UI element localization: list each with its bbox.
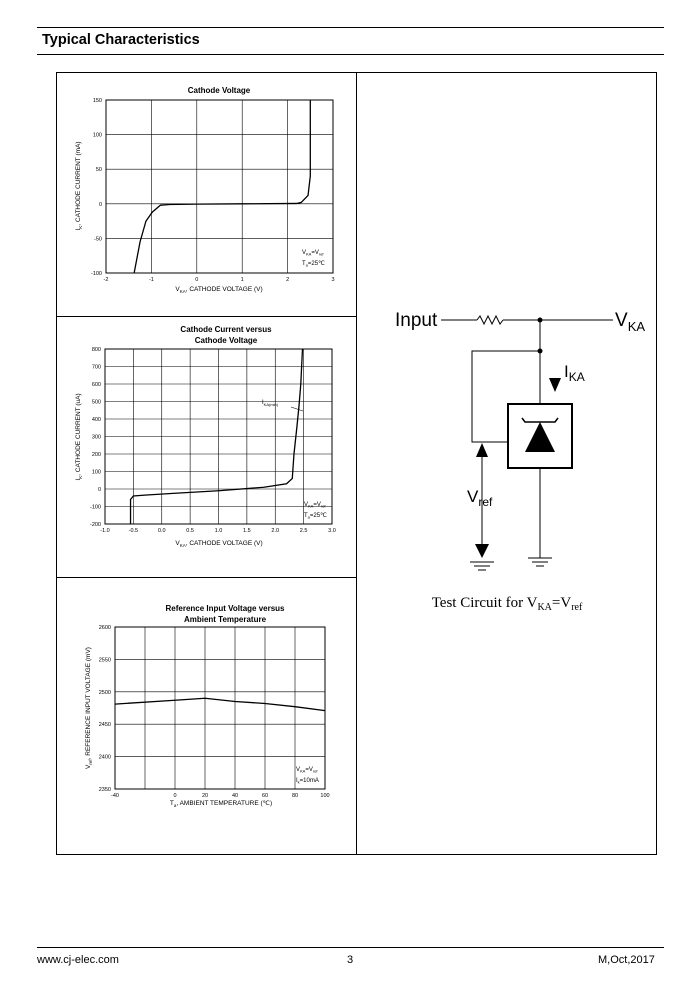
header-bottom-rule [37, 54, 664, 55]
ika-arrow-icon [549, 378, 561, 392]
y-tick-label: 100 [91, 469, 101, 476]
chart-title: Cathode Voltage [187, 86, 251, 95]
resistor-symbol [477, 316, 503, 324]
x-tick-label: 2.0 [271, 528, 280, 534]
x-tick-label: 2.5 [299, 528, 308, 534]
x-tick-label: 0 [195, 277, 199, 283]
y-axis-label: $I_K$, CATHODE CURRENT (uA) [75, 393, 83, 481]
y-tick-label: 200 [91, 452, 101, 458]
test-circuit-diagram [357, 72, 656, 632]
footer-website: www.cj-elec.com [37, 954, 119, 966]
y-tick-label: 400 [91, 417, 101, 423]
y-tick-label: 700 [91, 364, 101, 371]
input-label: Input [395, 310, 438, 331]
y-tick-label: 300 [91, 434, 101, 441]
footer-page-number: 3 [347, 954, 354, 966]
series-line [134, 100, 310, 273]
annotation-line-2: $T_a=25℃$ [304, 513, 327, 520]
x-tick-label: -0.5 [128, 528, 139, 534]
vref-arrow-up-icon [476, 443, 488, 457]
vref-arrow-down-icon [475, 544, 489, 558]
footer-date: M,Oct,2017 [598, 954, 655, 966]
series-line [115, 698, 325, 710]
x-tick-label: 1.5 [243, 528, 251, 534]
circuit-caption: Test Circuit for $V_{KA}=V_{ref}$ [431, 595, 583, 613]
y-tick-label: 150 [92, 98, 102, 104]
chart-cathode-voltage [56, 73, 356, 316]
ground-left-icon [470, 562, 494, 570]
x-tick-label: 0.5 [186, 528, 194, 534]
x-tick-label: 100 [320, 793, 330, 799]
header-top-rule [37, 27, 664, 28]
x-tick-label: -2 [103, 277, 109, 283]
x-tick-label: 3.0 [328, 528, 336, 534]
y-tick-label: 100 [92, 132, 102, 139]
y-tick-label: 50 [95, 167, 102, 174]
vref-label: $V_{ref}$ [467, 487, 493, 509]
x-tick-label: 60 [261, 793, 269, 799]
annotation-line-1: $V_{KA}=V_{ref}$ [302, 250, 324, 257]
footer-rule [37, 947, 664, 948]
chart-annotation [302, 250, 325, 268]
chart-annotation [304, 502, 327, 520]
x-axis-label: $T_a$, AMBIENT TEMPERATURE (℃) [169, 800, 273, 808]
annotation-line-2: $T_a=25℃$ [302, 261, 325, 268]
plot-area-border [115, 627, 325, 789]
chart-cathode-current-vs-voltage [56, 317, 356, 577]
y-tick-label: -50 [94, 236, 102, 243]
y-tick-label: 2600 [98, 625, 111, 631]
y-tick-label: 2400 [98, 754, 111, 761]
y-axis-label: $I_K$, CATHODE CURRENT (mA) [75, 141, 83, 231]
x-tick-label: 80 [291, 793, 299, 799]
vka-label: $V_{KA}$ [615, 310, 646, 334]
y-tick-label: 0 [97, 487, 101, 493]
chart-vref-vs-temperature [56, 578, 356, 854]
y-tick-label: 800 [91, 347, 101, 353]
chart-annotation [296, 767, 319, 785]
y-tick-label: 500 [91, 399, 101, 406]
chart-title: Cathode Current versus [180, 325, 272, 334]
chart-title-line-2: Cathode Voltage [194, 336, 258, 345]
ground-right-icon [528, 558, 552, 566]
y-tick-label: -100 [90, 271, 102, 277]
y-tick-label: 600 [91, 382, 101, 388]
x-tick-label: -40 [111, 793, 119, 799]
chart-title: Reference Input Voltage versus [165, 604, 285, 613]
y-axis-label: $V_{ref}$, REFERENCE INPUT VOLTAGE (mV) [85, 647, 93, 769]
annotation-line-1: $V_{KA}=V_{ref}$ [296, 767, 318, 774]
y-tick-label: -200 [89, 522, 101, 528]
x-axis-label: $V_{KA}$, CATHODE VOLTAGE (V) [175, 286, 263, 294]
y-tick-label: -100 [89, 504, 101, 511]
x-tick-label: 1.0 [214, 528, 223, 534]
x-axis-label: $V_{KA}$, CATHODE VOLTAGE (V) [175, 540, 263, 548]
x-tick-label: 20 [201, 793, 209, 799]
ika-label: $I_{KA}$ [564, 362, 585, 384]
ika-min-label: $I_{KA(min)}$ [262, 400, 279, 407]
annotation-line-2: $I_k=10mA$ [296, 778, 319, 785]
section-title: Typical Characteristics [42, 32, 200, 48]
plot-area-border [106, 100, 333, 273]
x-tick-label: -1 [148, 277, 154, 283]
x-tick-label: 0 [173, 793, 177, 799]
x-tick-label: 40 [231, 793, 239, 799]
x-tick-label: 0.0 [157, 528, 166, 534]
y-tick-label: 2500 [98, 689, 111, 696]
x-tick-label: -1.0 [100, 528, 110, 534]
y-tick-label: 0 [98, 201, 102, 208]
y-tick-label: 2450 [98, 722, 111, 729]
x-tick-label: 3 [331, 277, 335, 283]
annotation-line-1: $V_{KA}=V_{ref}$ [304, 502, 326, 509]
x-tick-label: 2 [286, 277, 290, 283]
ika-min-leader [291, 407, 303, 411]
y-tick-label: 2550 [98, 657, 111, 664]
chart-title-line-2: Ambient Temperature [183, 615, 267, 624]
y-tick-label: 2350 [98, 787, 111, 793]
x-tick-label: 1 [240, 277, 244, 283]
